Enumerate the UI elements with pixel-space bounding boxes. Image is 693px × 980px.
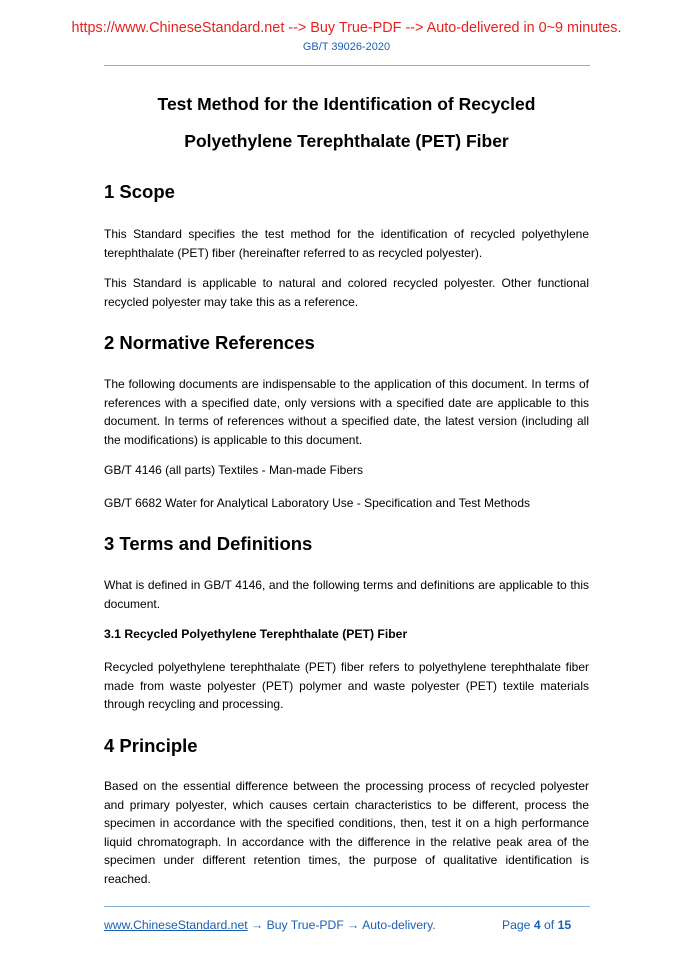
footer-site-link[interactable]: www.ChineseStandard.net [104,918,248,932]
reference-gbt-4146: GB/T 4146 (all parts) Textiles - Man-made Fibers [104,463,363,477]
section-heading-terms-definitions: 3 Terms and Definitions [104,533,313,554]
page-indicator [502,918,571,932]
definition-paragraph: Recycled polyethylene terephthalate (PET) fiber refers to polyethylene terephthalate fiber made from waste polyester (PET) polymer and waste polyester (PET) textile materials through recycling and processing. [104,660,589,711]
section-heading-normative-references: 2 Normative References [104,332,315,353]
page-label: Page [502,918,531,932]
section-heading-scope: 1 Scope [104,181,175,202]
normative-paragraph: The following documents are indispensable to the application of this document. In terms of references with a specified date, only versions with a specified date are applicable to this document. In terms of references without a specified date, the latest version (including all the modifications) is applicable to this document. [104,377,589,447]
footer-tagline: → Buy True-PDF → Auto-delivery. [247,918,436,932]
scope-paragraph-2: This Standard is applicable to natural and colored recycled polyester. Other functional recycled polyester may take this as a reference. [104,276,589,309]
header-divider [104,65,590,66]
section-heading-principle: 4 Principle [104,735,198,756]
page-total: 15 [557,918,572,932]
document-title-line-2: Polyethylene Terephthalate (PET) Fiber [184,131,509,151]
reference-gbt-6682: GB/T 6682 Water for Analytical Laboratory Use - Specification and Test Methods [104,496,530,510]
footer-promo [104,918,436,932]
scope-paragraph-1: This Standard specifies the test method for the identification of recycled polyethylene terephthalate (PET) fiber (hereinafter referred to as recycled polyester). [104,227,589,260]
subsection-heading-recycled-pet-fiber: 3.1 Recycled Polyethylene Terephthalate (PET) Fiber [104,627,408,641]
top-banner-link[interactable]: https://www.ChineseStandard.net --> Buy True-PDF --> Auto-delivered in 0~9 minutes. [71,20,622,36]
principle-paragraph: Based on the essential difference between the processing process of recycled polyester and primary polyester, which causes certain characteristics to be different, process the specimen in accordance with the specified conditions, then, test it on a high performance liquid chromatograph. In accordance with the difference in the relative peak area of the specimen under different retention times, the purpose of qualitative identification is reached. [104,779,589,886]
footer-divider [104,906,590,907]
page-number: 4 [533,918,541,932]
terms-paragraph: What is defined in GB/T 4146, and the following terms and definitions are applicable to this document. [104,578,589,611]
document-code: GB/T 39026-2020 [302,41,391,53]
document-title-line-1: Test Method for the Identification of Recycled [157,94,536,114]
of-label: of [544,918,555,932]
